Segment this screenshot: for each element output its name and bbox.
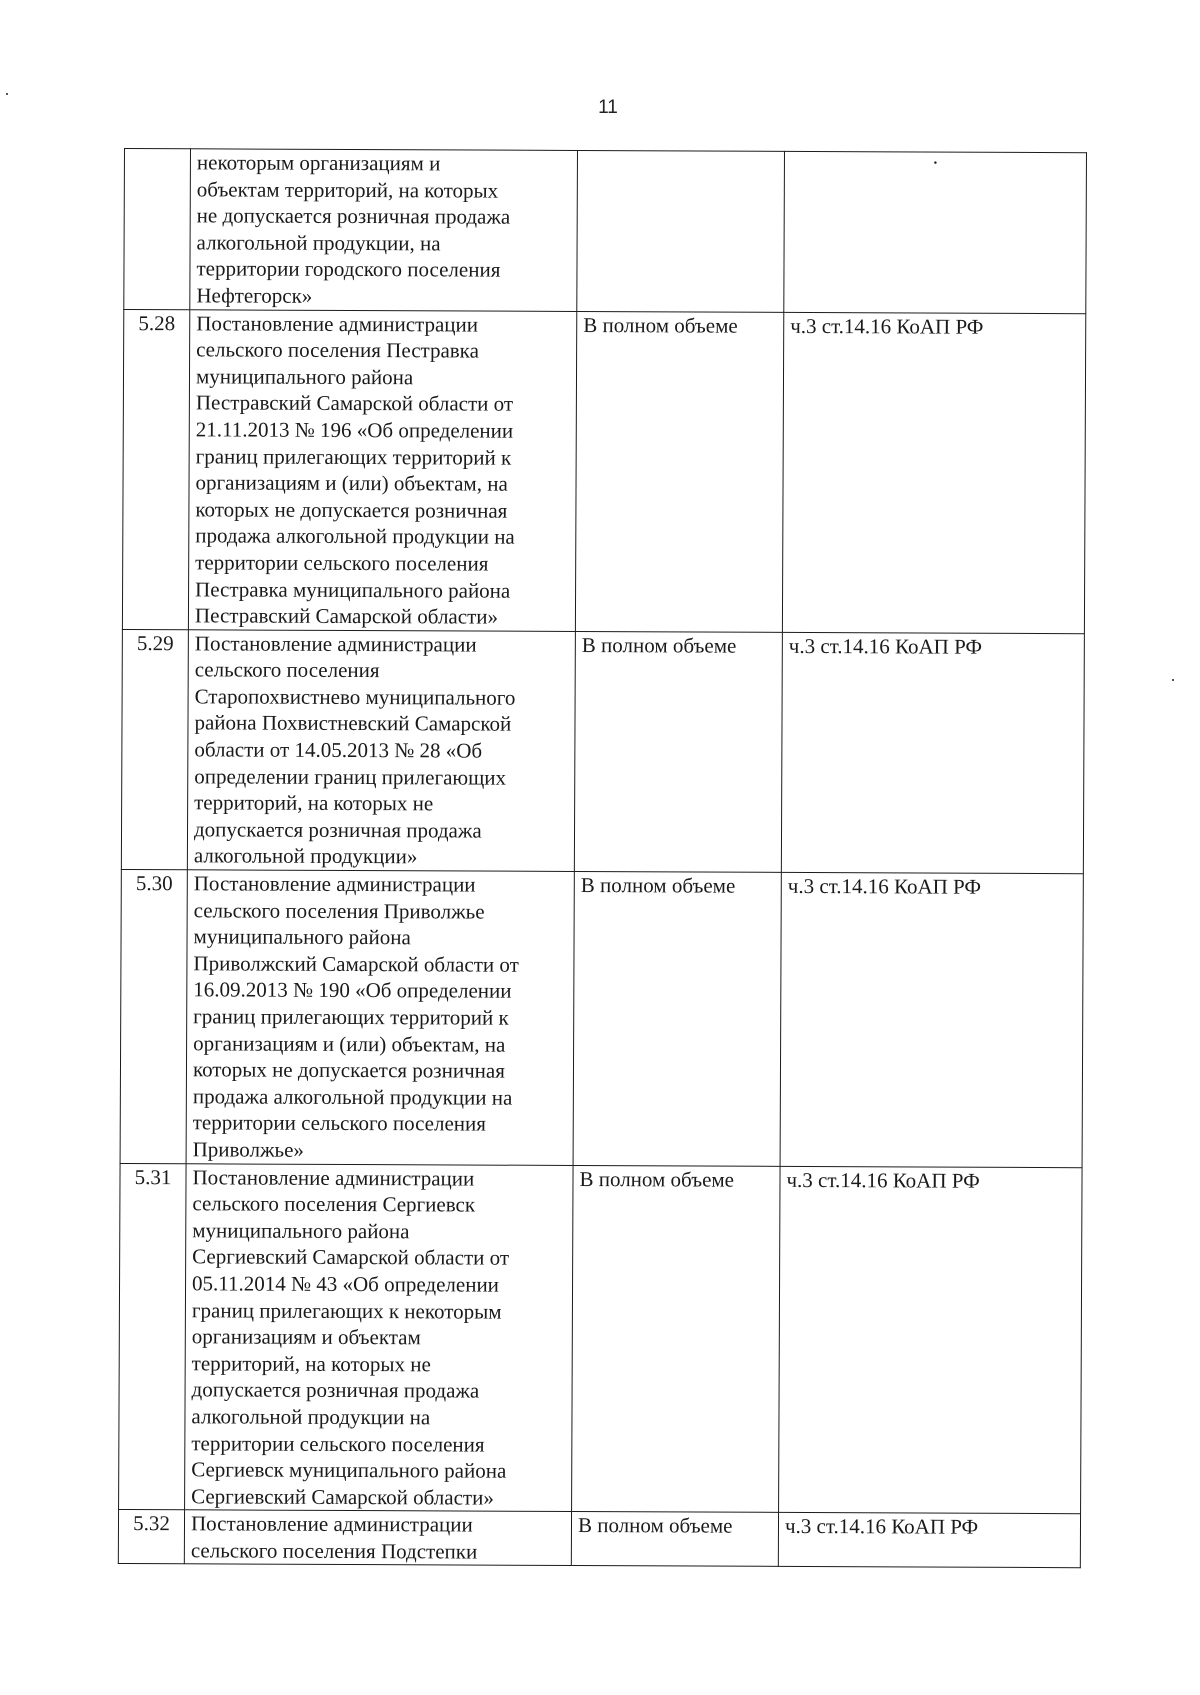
liability-text: ч.3 ст.14.16 КоАП РФ bbox=[788, 633, 983, 659]
document-title-line: продажа алкогольной продукции на bbox=[192, 1084, 513, 1110]
document-title-line: алкогольной продукции» bbox=[193, 843, 418, 869]
table-row bbox=[119, 1163, 1083, 1514]
liability-reference bbox=[780, 872, 1083, 1167]
document-title bbox=[184, 1510, 571, 1566]
stray-dot: · bbox=[931, 150, 939, 175]
document-title-line: Постановление администрации bbox=[196, 310, 479, 337]
document-title-line: продажа алкогольной продукции на bbox=[195, 523, 515, 550]
application-scope bbox=[574, 631, 782, 872]
liability-reference bbox=[779, 1166, 1083, 1514]
document-title-line: допускается розничная продажа bbox=[193, 817, 482, 843]
document-title-line: 05.11.2014 № 43 «Об определении bbox=[191, 1271, 500, 1297]
document-title-line: сельского поселения Приволжье bbox=[193, 897, 485, 924]
row-number: 5.30 bbox=[120, 870, 187, 1164]
document-title-line: допускается розничная продажа bbox=[191, 1377, 480, 1403]
row-number: 5.32 bbox=[118, 1510, 184, 1564]
document-title-line: определении границ прилегающих bbox=[194, 763, 507, 790]
document-title-line: Постановление администрации bbox=[194, 631, 477, 657]
liability-text: ч.3 ст.14.16 КоАП РФ bbox=[786, 1167, 980, 1193]
scope-text: В полном объеме bbox=[579, 1166, 735, 1192]
document-title-line: которых не допускается розничная bbox=[192, 1057, 505, 1083]
application-scope bbox=[572, 1165, 781, 1513]
scope-text: В полном объеме bbox=[577, 1513, 733, 1538]
document-title-line: Нефтегорск» bbox=[196, 283, 313, 308]
scope-text: В полном объеме bbox=[580, 873, 736, 898]
document-title bbox=[185, 1163, 574, 1511]
document-title-line: некоторым организациям и bbox=[196, 150, 441, 176]
document-title-line: границ прилегающих территорий к bbox=[195, 443, 512, 470]
liability-text: ч.3 ст.14.16 КоАП РФ bbox=[790, 313, 984, 339]
row-number: 5.31 bbox=[119, 1163, 187, 1510]
document-title-line: территории сельского поселения bbox=[191, 1430, 485, 1457]
scope-text: В полном объеме bbox=[581, 632, 737, 658]
document-title-line: территории сельского поселения bbox=[192, 1110, 487, 1136]
table-row bbox=[118, 1510, 1080, 1568]
row-number bbox=[124, 149, 191, 310]
row-number: 5.29 bbox=[121, 629, 188, 870]
scope-text: В полном объеме bbox=[583, 312, 738, 338]
liability-text: ч.3 ст.14.16 КоАП РФ bbox=[784, 1514, 979, 1540]
document-title-line: Постановление администрации bbox=[192, 1164, 475, 1191]
liability-reference bbox=[778, 1513, 1080, 1569]
document-title-line: района Похвистневский Самарской bbox=[194, 710, 512, 737]
document-title-line: Пестравский Самарской области от bbox=[195, 390, 514, 417]
document-title-line: территорий, на которых не bbox=[194, 790, 434, 816]
document-title-line: организациям и (или) объектам, на bbox=[195, 470, 508, 496]
application-scope bbox=[571, 1512, 778, 1567]
document-title-line: сельского поселения bbox=[194, 657, 380, 683]
document-title-line: Постановление администрации bbox=[190, 1511, 473, 1537]
document-title-line: Сергиевский Самарской области от bbox=[192, 1244, 510, 1271]
application-scope bbox=[577, 150, 785, 311]
row-number: 5.28 bbox=[122, 309, 189, 629]
liability-text: ч.3 ст.14.16 КоАП РФ bbox=[787, 873, 982, 899]
document-title-line: границ прилегающих к некоторым bbox=[191, 1297, 502, 1324]
document-title-line: территорий, на которых не bbox=[191, 1351, 431, 1377]
document-title-line: 21.11.2013 № 196 «Об определении bbox=[195, 417, 514, 443]
application-scope bbox=[573, 872, 781, 1166]
document-title-line: Сергиевск муниципального района bbox=[191, 1457, 507, 1483]
regulations-table bbox=[118, 148, 1087, 1569]
document-title-line: которых не допускается розничная bbox=[195, 497, 508, 523]
document-title bbox=[190, 149, 578, 311]
document-title bbox=[186, 870, 574, 1165]
scan-speck bbox=[6, 93, 8, 95]
document-title-line: алкогольной продукции на bbox=[191, 1404, 431, 1430]
liability-reference bbox=[784, 151, 1087, 313]
table-row bbox=[121, 629, 1084, 874]
document-title-line: территории городского поселения bbox=[196, 256, 501, 283]
document-title-line: сельского поселения Подстепки bbox=[190, 1538, 478, 1564]
document-title-line: Пестравский Самарской области» bbox=[194, 603, 499, 629]
table-row bbox=[124, 149, 1087, 314]
liability-reference bbox=[782, 312, 1085, 633]
table-row bbox=[122, 309, 1085, 633]
scan-speck bbox=[1172, 679, 1174, 681]
document-title-line: Сергиевский Самарской области» bbox=[191, 1483, 494, 1510]
table-row bbox=[120, 870, 1083, 1168]
document-title-line: территории сельского поселения bbox=[195, 550, 489, 576]
document-title-line: организациям и объектам bbox=[191, 1324, 421, 1350]
document-title-line: не допускается розничная продажа bbox=[196, 203, 511, 229]
document-title-line: сельского поселения Пестравка bbox=[196, 337, 479, 363]
document-title bbox=[188, 309, 576, 631]
document-title-line: области от 14.05.2013 № 28 «Об bbox=[194, 737, 483, 763]
application-scope bbox=[575, 311, 783, 632]
document-title-line: объектам территорий, на которых bbox=[196, 176, 499, 203]
page-number: 11 bbox=[598, 97, 618, 118]
document-title-line: муниципального района bbox=[193, 924, 411, 950]
document-title-line: Старопохвистнево муниципального bbox=[194, 684, 516, 710]
document-title-line: муниципального района bbox=[195, 364, 414, 390]
document-title-line: Пестравка муниципального района bbox=[195, 576, 511, 603]
document-title-line: Приволжский Самарской области от bbox=[193, 951, 519, 977]
document-title-line: Постановление администрации bbox=[193, 871, 476, 897]
document-title-line: сельского поселения Сергиевск bbox=[192, 1191, 476, 1217]
document-title-line: муниципального района bbox=[192, 1218, 410, 1244]
document-title-line: алкогольной продукции, на bbox=[196, 230, 441, 256]
document-title-line: границ прилегающих территорий к bbox=[193, 1004, 509, 1030]
document-title-line: Приволжье» bbox=[192, 1137, 304, 1162]
document-title-line: 16.09.2013 № 190 «Об определении bbox=[193, 977, 512, 1004]
document-title bbox=[187, 629, 575, 871]
liability-reference bbox=[781, 632, 1084, 874]
document-title-line: организациям и (или) объектам, на bbox=[193, 1030, 506, 1057]
